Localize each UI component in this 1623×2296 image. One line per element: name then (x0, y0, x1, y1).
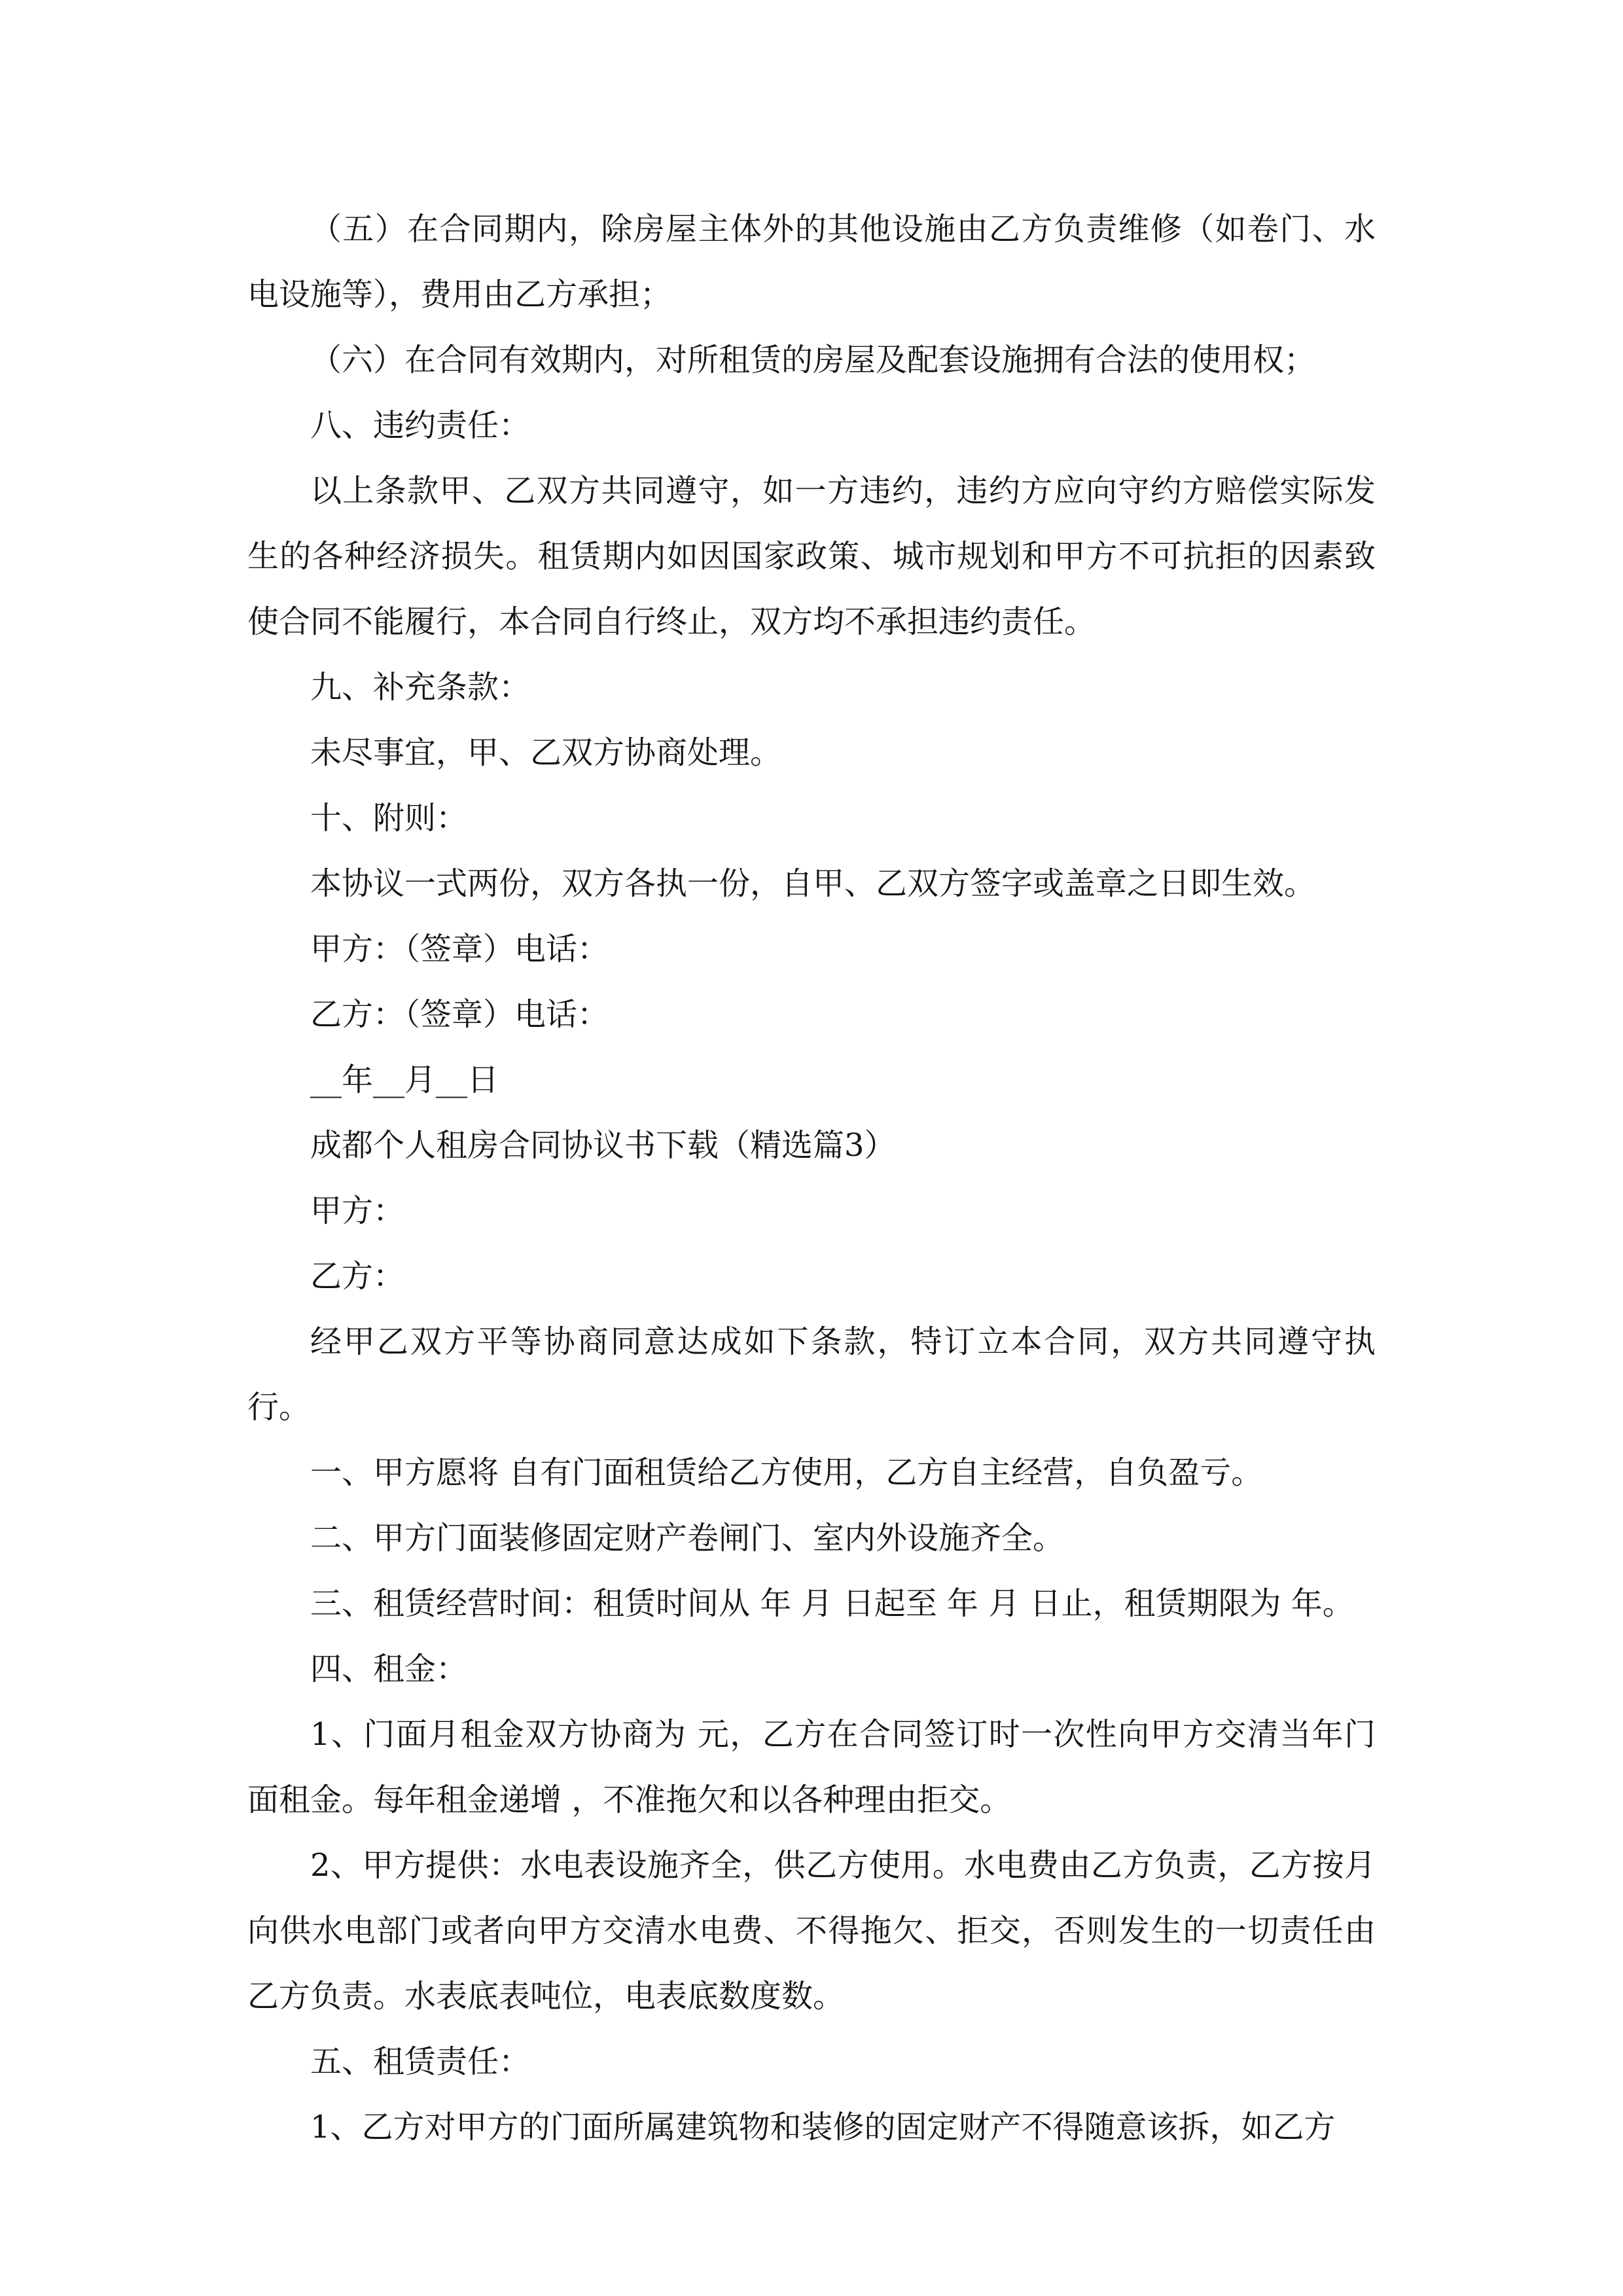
breach-liability-text: 以上条款甲、乙双方共同遵守，如一方违约，违约方应向守约方赔偿实际发生的各种经济损失。租赁期内如因国家政策、城市规划和甲方不可抗拒的因素致使合同不能履行，本合同自行终止，双方均不承担违约责任。 (247, 473, 1376, 640)
contract-preamble: 经甲乙双方平等协商同意达成如下条款，特订立本合同，双方共同遵守执行。 (247, 1323, 1376, 1426)
lease-responsibility-item-1: 1、乙方对甲方的门面所属建筑物和装修的固定财产不得随意该拆，如乙方 (310, 2109, 1336, 2145)
party-b-signature-line: 乙方：（签章）电话： (310, 996, 609, 1033)
party-a-signature-line: 甲方：（签章）电话： (310, 931, 609, 967)
party-b-line: 乙方： (310, 1258, 405, 1295)
rent-item-2: 2、甲方提供：水电表设施齐全，供乙方使用。水电费由乙方负责，乙方按月向供水电部门或者向甲方交清水电费、不得拖欠、拒交，否则发生的一切责任由乙方负责。水表底表吨位，电表底数度数。 (247, 1847, 1376, 2015)
supplementary-text: 未尽事宜，甲、乙双方协商处理。 (310, 734, 782, 771)
appendix-text: 本协议一式两份，双方各执一份，自甲、乙双方签字或盖章之日即生效。 (310, 865, 1316, 902)
section-heading-lease-responsibility: 五、租赁责任： (310, 2043, 531, 2080)
clause-1-lease: 一、甲方愿将 自有门面租赁给乙方使用，乙方自主经营，自负盈亏。 (310, 1454, 1263, 1491)
section-heading-rent: 四、租金： (310, 1651, 468, 1687)
section-heading-supplementary: 九、补充条款： (310, 669, 531, 706)
section-heading-breach: 八、违约责任： (310, 407, 531, 444)
section-heading-appendix: 十、附则： (310, 800, 468, 836)
clause-6-usage-right: （六）在合同有效期内，对所租赁的房屋及配套设施拥有合法的使用权； (310, 342, 1316, 378)
document-body (247, 196, 1376, 2160)
clause-5-maintenance: （五）在合同期内，除房屋主体外的其他设施由乙方负责维修（如卷门、水电设施等），费用由乙方承担； (247, 211, 1376, 313)
clause-2-fixtures: 二、甲方门面装修固定财产卷闸门、室内外设施齐全。 (310, 1520, 1065, 1556)
party-a-line: 甲方： (310, 1193, 405, 1229)
contract-3-title: 成都个人租房合同协议书下载（精选篇3） (310, 1127, 896, 1164)
rent-item-1: 1、门面月租金双方协商为 元，乙方在合同签订时一次性向甲方交清当年门面租金。每年租金递增 ，不准拖欠和以各种理由拒交。 (247, 1716, 1376, 1818)
clause-3-lease-term: 三、租赁经营时间：租赁时间从 年 月 日起至 年 月 日止，租赁期限为 年。 (310, 1585, 1354, 1622)
date-line: __年__月__日 (310, 1062, 499, 1098)
